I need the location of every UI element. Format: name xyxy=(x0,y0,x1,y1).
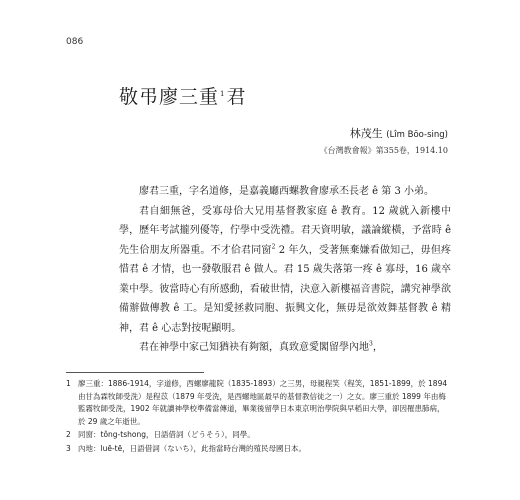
footnotes xyxy=(66,378,451,457)
footnote-number: 3 xyxy=(66,443,71,453)
footnote-divider xyxy=(66,372,204,373)
footnote-text: 內地：luē-tē，日語借詞（ないち），此指當時台灣的殖民母國日本。 xyxy=(78,443,306,453)
source-citation: 《台灣教會報》第355卷，1914.10 xyxy=(319,146,448,155)
paragraph-1: 廖君三重，字名道修，是嘉義廳西螺教會廖承丕長老 ê 第 3 小弟。 xyxy=(139,186,434,197)
author-name: 林茂生 xyxy=(349,127,383,140)
title-suffix: 君 xyxy=(226,86,247,108)
footnote-ref-1[interactable]: 1 xyxy=(220,89,226,98)
paragraph-3: 君在神學中家己知猶袂有夠額，真致意愛閣留學內地$^3$， xyxy=(139,340,383,353)
footnote-number: 2 xyxy=(66,430,71,440)
footnote-ref-3[interactable]: 3 xyxy=(369,340,373,348)
article-title xyxy=(119,82,247,109)
footnote-1 xyxy=(66,378,451,428)
title-main: 敬弔廖三重 xyxy=(119,86,220,108)
author-romanization: (Lîm Bōo-sing) xyxy=(386,130,448,140)
footnote-text: 同窗：tông-tshong，日語借詞（どうそう），同學。 xyxy=(78,430,255,440)
paragraph-2: 君自細無爸，受寡母佮大兄用基督教家庭 ê 教育。12 歲就入新樓中學，歷年考試攏列優等，佇學中受洗禮。君天資明敏，議論縱橫，予當時 ê 先生佮朋友所器重。不才佮君同窗$^2$ 2 年久，受著無棄嫌看做知己，毋但疼惜君 ê 才情，也一發敬服君 ê 做人。君 15 歲失落第一疼 ê 寡母，16 歲卒業中學。彼當時心有所感動，看破世情，決意入新樓福音書院，講究神學欲備辦做傳教 ê 工。是知愛拯救同胞、振興文化，無毋是欲效舞基督教 ê 精神，君 ê 心志對按呢顯明。 xyxy=(119,205,451,334)
author-line xyxy=(350,125,448,141)
footnote-3 xyxy=(66,443,451,456)
footnote-ref-2[interactable]: 2 xyxy=(271,243,276,251)
footnote-2 xyxy=(66,429,451,442)
article-body xyxy=(119,182,451,358)
page-number: 086 xyxy=(66,37,84,47)
footnote-text: 廖三重：1886-1914，字道修，西螺廖龍院（1835-1893）之三男，母親程笑（程笑，1851-1899，於 1894 由甘為霖牧師受洗）是程苡（1879 年受洗，是西螺地區最早的基督教信徒之一）之女。廖三重於 1899 年由梅監霧牧師受洗，1902 年就讀神學校準備當傳道，畢業後留學日本東京明治學院與早稻田大學，卻因罹患肺病，於 29 歲之年逝世。 xyxy=(78,379,448,426)
footnote-number: 1 xyxy=(66,379,71,388)
